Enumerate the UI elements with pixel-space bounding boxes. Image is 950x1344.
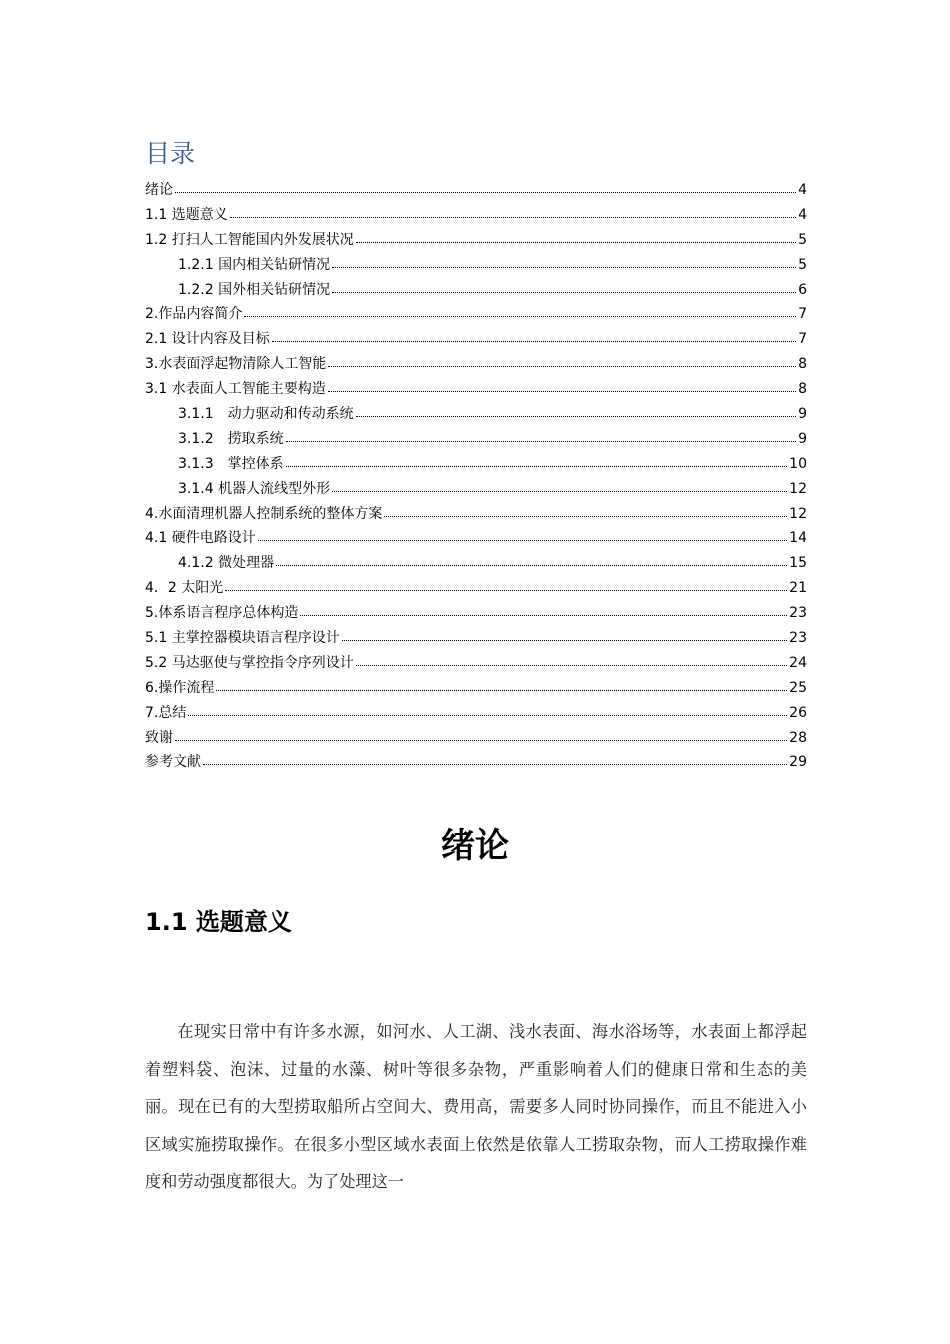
toc-entry-text: 3.1.3 掌控体系 bbox=[178, 455, 284, 472]
toc-entry-text: 3.1 水表面人工智能主要构造 bbox=[145, 381, 326, 398]
toc-page-number: 7 bbox=[798, 306, 807, 323]
toc-page-number: 9 bbox=[798, 406, 807, 423]
toc-dot-leader bbox=[203, 763, 787, 765]
section-heading: 1.1 选题意义 bbox=[145, 908, 292, 936]
toc-page-number: 6 bbox=[798, 281, 807, 298]
toc-entry-text: 6.操作流程 bbox=[145, 679, 215, 696]
toc-dot-leader bbox=[356, 664, 787, 666]
toc-page-number: 14 bbox=[789, 530, 807, 547]
toc-dot-leader bbox=[286, 440, 796, 442]
body-paragraph: 在现实日常中有许多水源，如河水、人工湖、浅水表面、海水浴场等，水表面上都浮起着塑料袋、泡沫、过量的水藻、树叶等很多杂物，严重影响着人们的健康日常和生态的美丽。现在已有的大型捞取船所占空间大、费用高，需要多人同时协同操作，而且不能进入小区域实施捞取操作。在很多小型区域水表面上依然是依靠人工捞取杂物，而人工捞取操作难度和劳动强度都很大。为了处理这一 bbox=[145, 1022, 807, 1191]
toc-entry-text: 4.水面清理机器人控制系统的整体方案 bbox=[145, 505, 383, 522]
toc-dot-leader bbox=[286, 465, 788, 467]
toc-entry[interactable] bbox=[145, 526, 807, 551]
toc-page-number: 5 bbox=[798, 231, 807, 248]
toc-entry[interactable] bbox=[145, 701, 807, 726]
toc-entry-text: 4．2 太阳光 bbox=[145, 580, 224, 597]
toc-dot-leader bbox=[276, 564, 787, 566]
toc-entry-text: 5.1 主掌控器模块语言程序设计 bbox=[145, 630, 340, 647]
toc-page-number: 25 bbox=[789, 679, 807, 696]
toc-entry[interactable] bbox=[145, 253, 807, 278]
toc-dot-leader bbox=[356, 241, 796, 243]
toc-dot-leader bbox=[332, 266, 796, 268]
toc-entry-text: 3.1.4 机器人流线型外形 bbox=[178, 480, 331, 497]
toc-dot-leader bbox=[300, 614, 787, 616]
toc-page-number: 7 bbox=[798, 331, 807, 348]
toc-page-number: 24 bbox=[789, 654, 807, 671]
toc-dot-leader bbox=[244, 315, 796, 317]
toc-entry[interactable] bbox=[145, 676, 807, 701]
toc-page-number: 9 bbox=[798, 430, 807, 447]
toc-page-number: 10 bbox=[789, 455, 807, 472]
toc-entry[interactable] bbox=[145, 377, 807, 402]
toc-entry[interactable] bbox=[145, 302, 807, 327]
toc-entry[interactable] bbox=[145, 651, 807, 676]
toc-title: 目录 bbox=[145, 139, 196, 168]
toc-dot-leader bbox=[332, 291, 796, 293]
toc-dot-leader bbox=[384, 515, 787, 517]
toc-entry-text: 4.1 硬件电路设计 bbox=[145, 530, 256, 547]
toc-dot-leader bbox=[230, 216, 796, 218]
toc-dot-leader bbox=[175, 191, 796, 193]
toc-dot-leader bbox=[356, 415, 796, 417]
toc-entry-text: 1.2.1 国内相关钻研情况 bbox=[178, 256, 331, 273]
toc-entry[interactable] bbox=[145, 750, 807, 775]
toc-entry[interactable] bbox=[145, 726, 807, 751]
toc-page-number: 23 bbox=[789, 630, 807, 647]
toc-entry-text: 5.体系语言程序总体构造 bbox=[145, 605, 299, 622]
toc-page-number: 4 bbox=[798, 182, 807, 198]
toc-entry[interactable] bbox=[145, 452, 807, 477]
toc-dot-leader bbox=[332, 490, 787, 492]
toc-entry-text: 致谢 bbox=[145, 729, 173, 746]
toc-entry-text: 3.1.1 动力驱动和传动系统 bbox=[178, 406, 354, 423]
toc-entry[interactable] bbox=[145, 228, 807, 253]
toc-page-number: 5 bbox=[798, 256, 807, 273]
toc-entry[interactable] bbox=[145, 601, 807, 626]
toc-entry[interactable] bbox=[145, 626, 807, 651]
toc-page-number: 8 bbox=[798, 356, 807, 373]
toc-dot-leader bbox=[225, 589, 787, 591]
toc-entry-text: 2.1 设计内容及目标 bbox=[145, 331, 270, 348]
toc-entry-text: 5.2 马达驱使与掌控指令序列设计 bbox=[145, 654, 354, 671]
table-of-contents bbox=[145, 178, 807, 775]
toc-dot-leader bbox=[328, 390, 796, 392]
toc-page-number: 15 bbox=[789, 555, 807, 572]
toc-entry[interactable] bbox=[145, 352, 807, 377]
toc-dot-leader bbox=[342, 639, 787, 641]
toc-dot-leader bbox=[328, 365, 796, 367]
toc-entry[interactable] bbox=[145, 477, 807, 502]
toc-entry-text: 1.1 选题意义 bbox=[145, 206, 228, 223]
toc-dot-leader bbox=[175, 739, 787, 741]
toc-dot-leader bbox=[188, 714, 787, 716]
chapter-heading: 绪论 bbox=[441, 826, 509, 866]
toc-entry[interactable] bbox=[145, 551, 807, 576]
toc-entry[interactable] bbox=[145, 327, 807, 352]
toc-page-number: 28 bbox=[789, 729, 807, 746]
toc-page-number: 12 bbox=[789, 480, 807, 497]
toc-page-number: 23 bbox=[789, 605, 807, 622]
toc-entry[interactable] bbox=[145, 278, 807, 303]
toc-dot-leader bbox=[258, 539, 787, 541]
toc-page-number: 8 bbox=[798, 381, 807, 398]
toc-page-number: 26 bbox=[789, 704, 807, 721]
toc-entry-text: 1.2 打扫人工智能国内外发展状况 bbox=[145, 231, 354, 248]
toc-entry-text: 3.水表面浮起物清除人工智能 bbox=[145, 356, 327, 373]
toc-entry-text: 3.1.2 捞取系统 bbox=[178, 430, 284, 447]
toc-dot-leader bbox=[272, 340, 796, 342]
toc-entry-text: 1.2.2 国外相关钻研情况 bbox=[178, 281, 331, 298]
toc-entry[interactable] bbox=[145, 178, 807, 203]
toc-entry-text: 7.总结 bbox=[145, 704, 187, 721]
toc-page-number: 29 bbox=[789, 754, 807, 771]
toc-entry[interactable] bbox=[145, 502, 807, 527]
toc-entry[interactable] bbox=[145, 402, 807, 427]
toc-entry-text: 绪论 bbox=[145, 182, 173, 198]
toc-page-number: 21 bbox=[789, 580, 807, 597]
toc-page-number: 12 bbox=[789, 505, 807, 522]
toc-entry-text: 4.1.2 微处理器 bbox=[178, 555, 275, 572]
toc-entry[interactable] bbox=[145, 427, 807, 452]
toc-page-number: 4 bbox=[798, 206, 807, 223]
toc-entry-text: 参考文献 bbox=[145, 754, 201, 771]
toc-dot-leader bbox=[216, 689, 787, 691]
toc-entry[interactable] bbox=[145, 576, 807, 601]
toc-entry[interactable] bbox=[145, 203, 807, 228]
toc-entry-text: 2.作品内容简介 bbox=[145, 306, 243, 323]
